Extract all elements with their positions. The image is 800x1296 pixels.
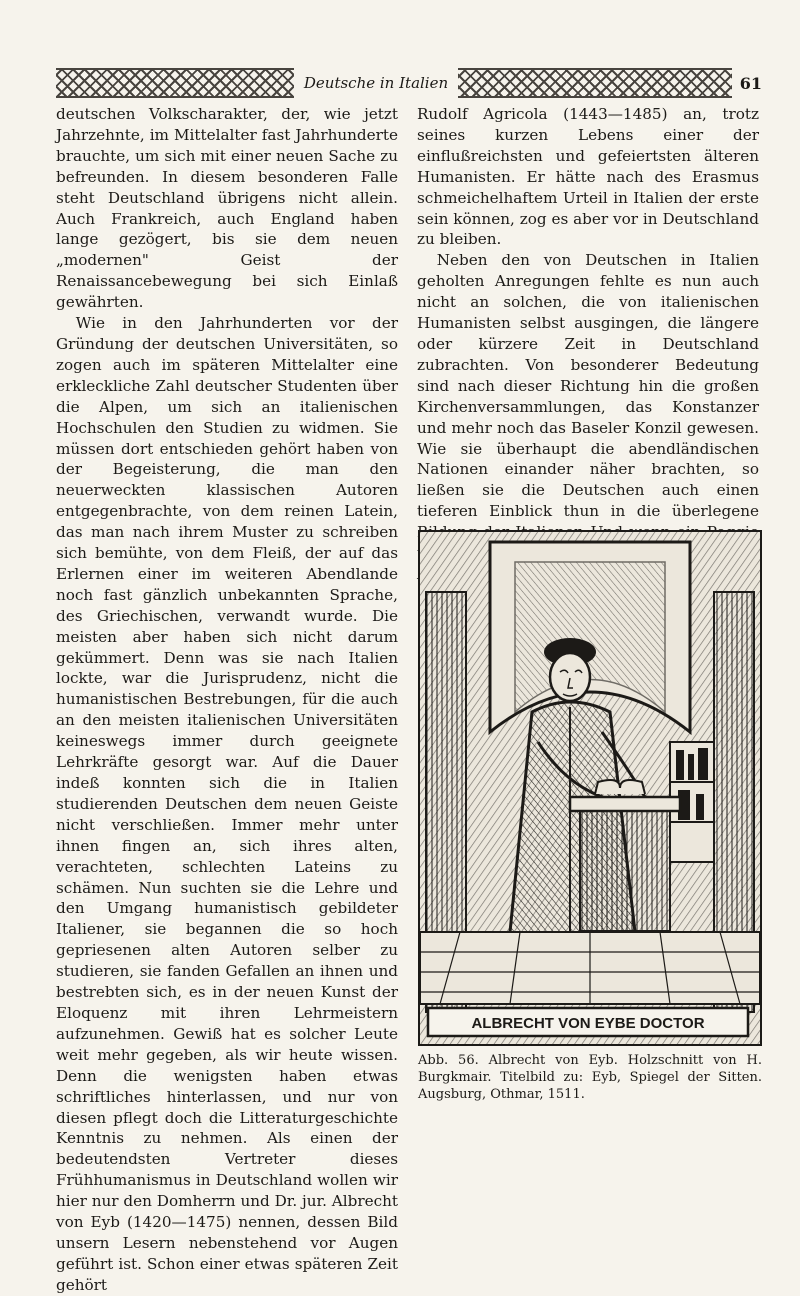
inscription-text: ALBRECHT VON EYBE DOCTOR xyxy=(471,1015,705,1032)
header-ornament-left xyxy=(56,68,294,98)
header-ornament-right xyxy=(458,68,732,98)
woodcut-illustration xyxy=(418,530,762,1046)
desk xyxy=(570,797,680,811)
page-number: 61 xyxy=(739,73,762,93)
woodcut-drawing xyxy=(420,532,760,1044)
right-text-column xyxy=(417,104,759,534)
paragraph: Wie in den Jahrhunderten vor der Gründung der deutschen Universitäten, so zogen auch im späteren Mittelalter eine erkleckliche Zahl deutscher Studenten über die Alpen, um sich an italienischen Hochschulen den Studien zu widmen. Sie müssen dort entschieden gehört haben von der Begeisterung, die man den neuerweckten klassischen Autoren entgegenbrachte, von dem reinen Latein, das man nach ihrem Muster zu schreiben sich bemühte, von dem Fleiß, der auf das Erlernen einer im weiteren Abendlande noch fast gänzlich unbekannten Sprache, des Griechischen, verwandt wurde. Die meisten aber haben sich nicht darum gekümmert. Denn was sie nach Italien lockte, war die Jurisprudenz, nicht die humanistischen Bestrebungen, für die auch an den meisten italienischen Universitäten keineswegs immer durch geeignete Lehrkräfte gesorgt war. Auf die Dauer indeß konnten sich die in Italien studierenden Deutschen dem neuen Geiste nicht verschließen. Immer mehr unter ihnen fingen an, sich ihres alten, verachteten, schlechten Lateins zu schämen. Nun suchten sie die Lehre und den Umgang humanistisch gebildeter Italiener, sie begannen die so hoch gepriesenen alten Autoren selber zu studieren, sie fanden Gefallen an ihnen und bestrebten sich, es in der neuen Kunst der Eloquenz mit ihren Lehrmeistern aufzunehmen. Gewiß hat es solcher Leute weit mehr gegeben, als wir heute wissen. Denn die wenigsten haben etwas schriftliches hinterlassen, und nur von diesen pflegt doch die Litteraturgeschichte Kenntnis zu nehmen. Als einen der bedeutendsten Vertreter dieses Frühhumanismus in Deutschland wollen wir hier nur den Domherrn und Dr. jur. Albrecht von Eyb (1420—1475) nennen, dessen Bild unsern Lesern nebenstehend vor Augen geführt ist. Schon einer etwas späteren Zeit gehört xyxy=(56,314,398,1294)
figure-caption xyxy=(418,1052,762,1103)
paragraph: Rudolf Agricola (1443—1485) an, trotz seines kurzen Lebens einer der einflußreichsten und gefeiertsten älteren Humanisten. Er hätte nach des Erasmus schmeichelhaftem Urteil in Italien der erste sein können, zog es aber vor in Deutschland zu bleiben. xyxy=(417,105,759,249)
left-text-column xyxy=(56,104,398,1294)
paragraph: Neben den von Deutschen in Italien geholten Anregungen fehlte es nun auch nicht an solchen, die von italienischen Humanisten selbst ausgingen, die längere oder kürzere Zeit in Deutschland zubrachten. Von besonderer Bedeutung sind nach dieser Richtung hin die großen Kirchenversammlungen, das Konstanzer und mehr noch das Baseler Konzil gewesen. Wie sie überhaupt die abendländischen Nationen einander näher brachten, so ließen sie die Deutschen auch einen tieferen Einblick thun in die überlegene xyxy=(417,251,759,521)
running-title: Deutsche in Italien xyxy=(294,74,458,92)
caption-text: Albrecht von Eyb. Holzschnitt von H. Burgkmair. Titelbild zu: Eyb, Spiegel der Sitten. Augsburg, Othmar, 1511. xyxy=(418,1053,762,1102)
paragraph: deutschen Volkscharakter, der, wie jetzt Jahrzehnte, im Mittelalter fast Jahrhunderte brauchte, um sich mit einer neuen Sache zu befreunden. In diesem besonderen Falle steht Deutschland übrigens nicht allein. Auch Frankreich, auch England haben lange gezögert, bis sie dem neuen „modernen" Geist der Renaissancebewegung bei sich Einlaß gewährten. xyxy=(56,105,398,312)
page-header xyxy=(56,66,762,100)
caption-label: Abb. 56. xyxy=(418,1053,479,1068)
